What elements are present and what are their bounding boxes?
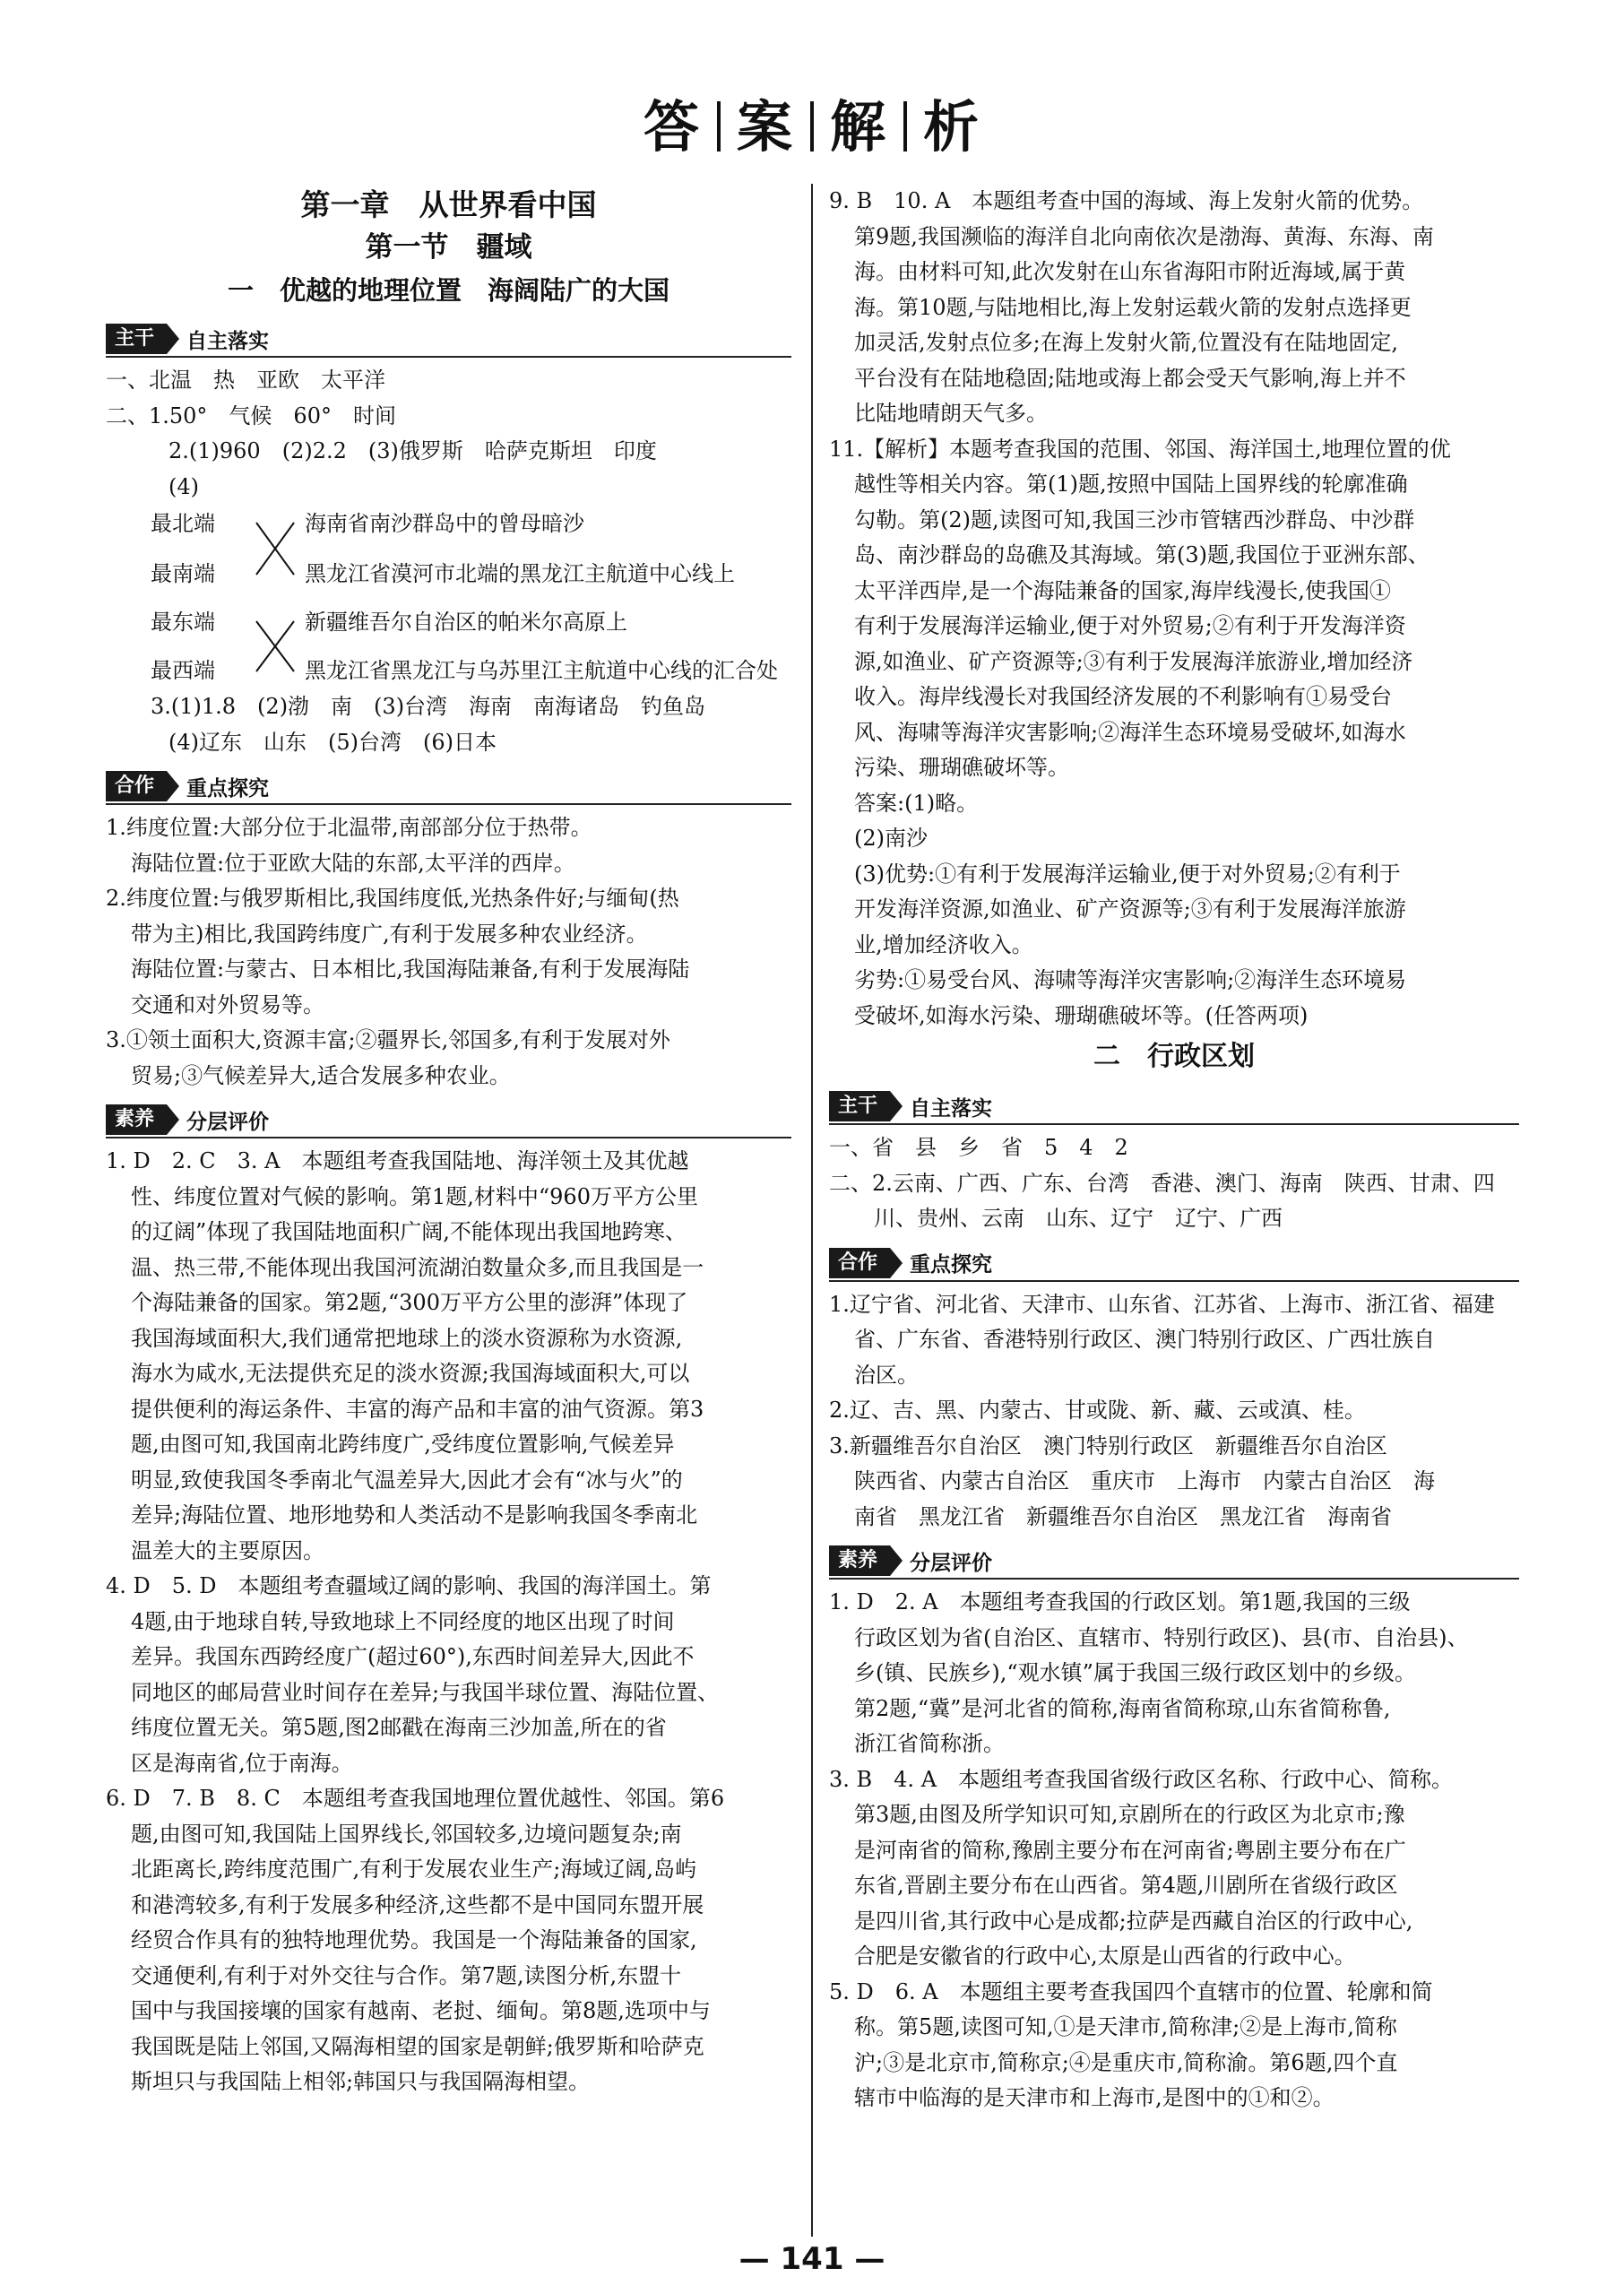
answer-line: 性、纬度位置对气候的影响。第1题,材料中“960万平方公里 <box>131 1183 698 1209</box>
answer-line: 加灵活,发射点位多;在海上发射火箭,位置没有在陆地固定, <box>854 330 1398 355</box>
answer-line: 国中与我国接壤的国家有越南、老挝、缅甸。第8题,选项中与 <box>131 1998 711 2023</box>
answer-line: 交通和对外贸易等。 <box>131 991 324 1017</box>
answer-line: 劣势:①易受台风、海啸等海洋灾害影响;②海洋生态环境易 <box>854 967 1407 992</box>
label-name: 分层评价 <box>186 1110 270 1134</box>
right-column <box>829 184 1519 2117</box>
answer-line: 平台没有在陆地稳固;陆地或海上都会受天气影响,海上并不 <box>854 365 1406 391</box>
section-label-hezuo <box>106 769 791 805</box>
answer-line: 称。第5题,读图可知,①是天津市,简称津;②是上海市,简称 <box>854 2014 1397 2039</box>
answer-line: 贸易;③气候差异大,适合发展多种农业。 <box>131 1062 511 1088</box>
title-separator <box>717 101 721 151</box>
label-tag: 合作 <box>829 1248 890 1278</box>
label-tag: 主干 <box>106 324 167 354</box>
answer-line: 第9题,我国濒临的海洋自北向南依次是渤海、黄海、东海、南 <box>854 223 1434 249</box>
answer-line: 差异。我国东西跨经度广(超过60°),东西时间差异大,因此不 <box>131 1644 695 1669</box>
answer-line: (2)南沙 <box>854 826 928 851</box>
match-left-item: 最西端 <box>151 658 215 683</box>
answer-line: 1.辽宁省、河北省、天津市、山东省、江苏省、上海市、浙江省、福建 <box>829 1291 1495 1317</box>
title-char: 解 <box>830 94 888 160</box>
answer-line: 风、海啸等海洋灾害影响;②海洋生态环境易受破坏,如海水 <box>854 719 1406 745</box>
title-char: 答 <box>643 94 701 160</box>
answer-line: 1.纬度位置:大部分位于北温带,南部部分位于热带。 <box>106 815 592 840</box>
answer-line: 我国既是陆上邻国,又隔海相望的国家是朝鲜;俄罗斯和哈萨克 <box>131 2033 704 2059</box>
label-name: 自主落实 <box>186 329 270 353</box>
answer-line: 受破坏,如海水污染、珊瑚礁破坏等。(任答两项) <box>854 1002 1309 1028</box>
answer-line: 省、广东省、香港特别行政区、澳门特别行政区、广西壮族自 <box>854 1327 1435 1352</box>
answer-line: 是河南省的简称,豫剧主要分布在河南省;粤剧主要分布在广 <box>854 1837 1406 1863</box>
answer-line: 带为主)相比,我国跨纬度广,有利于发展多种农业经济。 <box>131 921 648 947</box>
answer-line: 浙江省简称浙。 <box>854 1731 1005 1756</box>
title-char: 案 <box>736 94 794 160</box>
answer-line: 差异;海陆位置、地形地势和人类活动不是影响我国冬季南北 <box>131 1502 698 1528</box>
answer-line: 4. D 5. D 本题组考查疆域辽阔的影响、我国的海洋国土。第 <box>106 1573 712 1598</box>
answer-line: 个海陆兼备的国家。第2题,“300万平方公里的澎湃”体现了 <box>131 1290 688 1315</box>
title-separator <box>903 101 907 151</box>
answer-line: 有利于发展海洋运输业,便于对外贸易;②有利于开发海洋资 <box>854 613 1406 638</box>
answer-line: 东省,晋剧主要分布在山西省。第4题,川剧所在省级行政区 <box>854 1873 1398 1898</box>
column-divider <box>811 184 813 2237</box>
answer-line: 海陆位置:与蒙古、日本相比,我国海陆兼备,有利于发展海陆 <box>131 957 690 982</box>
answer-line: (3)优势:①有利于发展海洋运输业,便于对外贸易;②有利于 <box>854 861 1401 887</box>
answer-line: 二、2.云南、广西、广东、台湾 香港、澳门、海南 陕西、甘肃、四 <box>829 1170 1495 1196</box>
answer-line: 11.【解析】本题考查我国的范围、邻国、海洋国土,地理位置的优 <box>829 436 1451 462</box>
answer-line: 3.①领土面积大,资源丰富;②疆界长,邻国多,有利于发展对外 <box>106 1027 670 1052</box>
answer-line: 斯坦只与我国陆上相邻;韩国只与我国隔海相望。 <box>131 2069 591 2094</box>
page-title <box>0 82 1624 162</box>
chapter-heading: 第一章 从世界看中国 <box>300 187 597 222</box>
answer-line: 2.纬度位置:与俄罗斯相比,我国纬度低,光热条件好;与缅甸(热 <box>106 886 679 911</box>
subsection-heading: 二 行政区划 <box>1093 1041 1255 1072</box>
extreme-points-matching <box>106 510 791 686</box>
answer-line: 3.新疆维吾尔自治区 澳门特别行政区 新疆维吾尔自治区 <box>829 1433 1387 1459</box>
answer-line: 6. D 7. B 8. C 本题组考查我国地理位置优越性、邻国。第6 <box>106 1786 725 1811</box>
section-label-suyang <box>106 1103 791 1138</box>
section-heading: 第一节 疆域 <box>365 231 532 264</box>
section-label-suyang <box>829 1544 1519 1580</box>
answer-line: 收入。海岸线漫长对我国经济发展的不利影响有①易受台 <box>854 684 1392 709</box>
answer-line: 3. B 4. A 本题组考查我国省级行政区名称、行政中心、简称。 <box>829 1766 1454 1792</box>
match-right-item: 海南省南沙群岛中的曾母暗沙 <box>305 511 584 536</box>
match-left-item: 最南端 <box>151 561 215 586</box>
answer-line: (4)辽东 山东 (5)台湾 (6)日本 <box>168 729 497 755</box>
answer-line: 海。由材料可知,此次发射在山东省海阳市附近海域,属于黄 <box>854 259 1406 284</box>
answer-line: 明显,致使我国冬季南北气温差异大,因此才会有“冰与火”的 <box>131 1467 683 1493</box>
answer-line: 治区。 <box>854 1362 919 1388</box>
section-label-zhugan <box>829 1089 1519 1125</box>
title-char: 析 <box>923 94 981 160</box>
label-tag: 主干 <box>829 1091 890 1121</box>
section-label-hezuo <box>829 1246 1519 1282</box>
match-right-item: 新疆维吾尔自治区的帕米尔高原上 <box>305 610 627 635</box>
title-separator <box>810 101 814 151</box>
answer-line: 温、热三带,不能体现出我国河流湖泊数量众多,而且我国是一 <box>131 1254 704 1280</box>
answer-line: 辖市中临海的是天津市和上海市,是图中的①和②。 <box>854 2085 1335 2110</box>
answer-line: 9. B 10. A 本题组考查中国的海域、海上发射火箭的优势。 <box>829 188 1424 213</box>
label-name: 重点探究 <box>186 776 270 801</box>
answer-line: 海水为咸水,无法提供充足的淡水资源;我国海域面积大,可以 <box>131 1361 690 1386</box>
answer-line: 2.(1)960 (2)2.2 (3)俄罗斯 哈萨克斯坦 印度 <box>168 438 657 463</box>
answer-line: 沪;③是北京市,简称京;④是重庆市,简称渝。第6题,四个直 <box>854 2049 1398 2075</box>
label-tag: 素养 <box>106 1104 167 1135</box>
answer-line: 题,由图可知,我国陆上国界线长,邻国较多,边境问题复杂;南 <box>131 1821 682 1847</box>
answer-line: 和港湾较多,有利于发展多种经济,这些都不是中国同东盟开展 <box>131 1891 704 1917</box>
answer-line: 川、贵州、云南 山东、辽宁 辽宁、广西 <box>874 1206 1283 1231</box>
answer-line: 北距离长,跨纬度范围广,有利于发展农业生产;海域辽阔,岛屿 <box>131 1857 696 1882</box>
answer-line: 第2题,“冀”是河北省的简称,海南省简称琼,山东省简称鲁, <box>854 1695 1391 1721</box>
section-label-zhugan <box>106 322 791 358</box>
answer-line: 行政区划为省(自治区、直辖市、特别行政区)、县(市、自治县)、 <box>854 1624 1469 1650</box>
answer-line: 太平洋西岸,是一个海陆兼备的国家,海岸线漫长,使我国① <box>854 577 1391 603</box>
answer-line: 2.辽、吉、黑、内蒙古、甘或陇、新、藏、云或滇、桂。 <box>829 1398 1366 1423</box>
answer-line: 南省 黑龙江省 新疆维吾尔自治区 黑龙江省 海南省 <box>854 1503 1392 1529</box>
label-name: 重点探究 <box>910 1253 993 1277</box>
label-name: 分层评价 <box>910 1551 993 1575</box>
answer-line: 3.(1)1.8 (2)渤 南 (3)台湾 海南 南海诸岛 钓鱼岛 <box>151 694 706 719</box>
answer-line: 经贸合作具有的独特地理优势。我国是一个海陆兼备的国家, <box>131 1927 697 1952</box>
match-left-item: 最东端 <box>151 610 215 635</box>
answer-line: 第3题,由图及所学知识可知,京剧所在的行政区为北京市;豫 <box>854 1802 1405 1827</box>
answer-line: (4) <box>168 473 199 499</box>
answer-line: 的辽阔”体现了我国陆地面积广阔,不能体现出我国地跨寒、 <box>131 1219 687 1244</box>
answer-line: 交通便利,有利于对外交往与合作。第7题,读图分析,东盟十 <box>131 1962 682 1988</box>
answer-line: 海陆位置:位于亚欧大陆的东部,太平洋的西岸。 <box>131 850 575 876</box>
answer-line: 业,增加经济收入。 <box>854 931 1033 957</box>
answer-line: 一、北温 热 亚欧 太平洋 <box>106 368 385 393</box>
answer-line: 题,由图可知,我国南北跨纬度广,受纬度位置影响,气候差异 <box>131 1432 675 1457</box>
answer-line: 合肥是安徽省的行政中心,太原是山西省的行政中心。 <box>854 1943 1356 1969</box>
answer-line: 区是海南省,位于南海。 <box>131 1750 353 1776</box>
answer-line: 是四川省,其行政中心是成都;拉萨是西藏自治区的行政中心, <box>854 1908 1413 1934</box>
answer-line: 污染、珊瑚礁破坏等。 <box>854 755 1069 780</box>
answer-line: 同地区的邮局营业时间存在差异;与我国半球位置、海陆位置、 <box>131 1679 720 1705</box>
match-left-item: 最北端 <box>151 511 215 536</box>
answer-line: 岛、南沙群岛的岛礁及其海域。第(3)题,我国位于亚洲东部、 <box>854 542 1430 567</box>
left-column <box>106 184 791 2100</box>
answer-line: 开发海洋资源,如渔业、矿产资源等;③有利于发展海洋旅游 <box>854 896 1406 922</box>
answer-line: 答案:(1)略。 <box>854 790 979 816</box>
answer-line: 提供便利的海运条件、丰富的海产品和丰富的油气资源。第3 <box>131 1396 704 1422</box>
answer-line: 4题,由于地球自转,导致地球上不同经度的地区出现了时间 <box>131 1608 675 1634</box>
answer-line: 温差大的主要原因。 <box>131 1537 324 1563</box>
label-tag: 素养 <box>829 1545 890 1576</box>
answer-line: 源,如渔业、矿产资源等;③有利于发展海洋旅游业,增加经济 <box>854 648 1413 674</box>
answer-line: 我国海域面积大,我们通常把地球上的淡水资源称为水资源, <box>131 1325 683 1351</box>
answer-line: 乡(镇、民族乡),“观水镇”属于我国三级行政区划中的乡级。 <box>854 1660 1416 1685</box>
page-number: — 141 — <box>739 2241 885 2277</box>
answer-line: 二、1.50° 气候 60° 时间 <box>106 403 396 429</box>
answer-line: 1. D 2. C 3. A 本题组考查我国陆地、海洋领土及其优越 <box>106 1148 689 1173</box>
answer-line: 5. D 6. A 本题组主要考查我国四个直辖市的位置、轮廓和简 <box>829 1978 1433 2004</box>
answer-line: 陕西省、内蒙古自治区 重庆市 上海市 内蒙古自治区 海 <box>854 1468 1435 1493</box>
match-right-item: 黑龙江省漠河市北端的黑龙江主航道中心线上 <box>305 561 735 586</box>
answer-line: 1. D 2. A 本题组考查我国的行政区划。第1题,我国的三级 <box>829 1589 1411 1614</box>
answer-line: 海。第10题,与陆地相比,海上发射运载火箭的发射点选择更 <box>854 294 1412 320</box>
topic-heading: 一 优越的地理位置 海阔陆广的大国 <box>227 275 669 306</box>
answer-line: 比陆地晴朗天气多。 <box>854 401 1048 426</box>
answer-line: 越性等相关内容。第(1)题,按照中国陆上国界线的轮廓准确 <box>854 472 1408 497</box>
match-right-item: 黑龙江省黑龙江与乌苏里江主航道中心线的汇合处 <box>305 658 778 683</box>
answer-line: 纬度位置无关。第5题,图2邮戳在海南三沙加盖,所在的省 <box>131 1715 667 1740</box>
answer-line: 一、省 县 乡 省 5 4 2 <box>829 1135 1128 1160</box>
answer-line: 勾勒。第(2)题,读图可知,我国三沙市管辖西沙群岛、中沙群 <box>854 506 1415 532</box>
label-name: 自主落实 <box>910 1096 993 1121</box>
label-tag: 合作 <box>106 771 167 801</box>
